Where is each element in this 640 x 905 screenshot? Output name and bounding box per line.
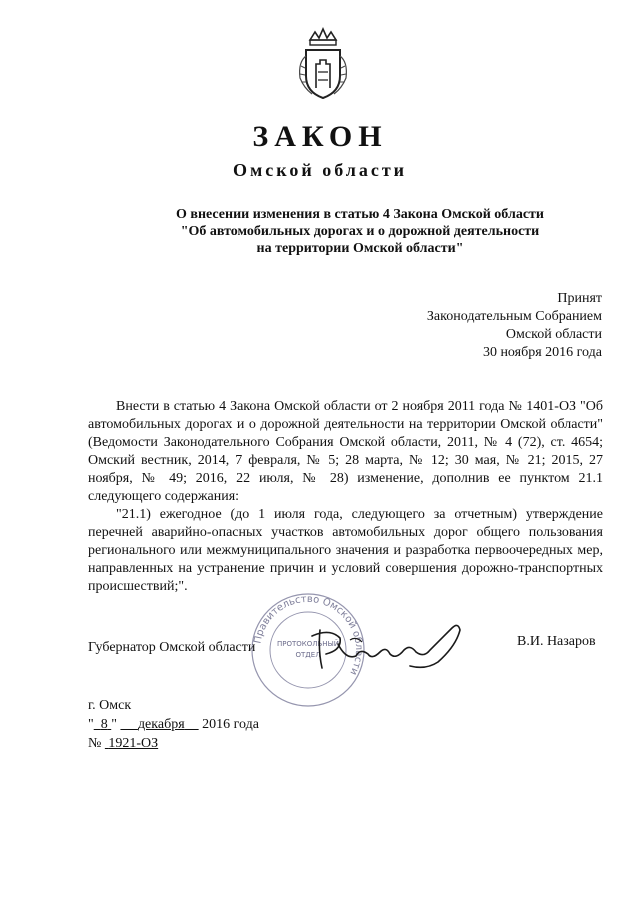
handwritten-signature-icon — [290, 610, 470, 680]
governor-name: В.И. Назаров — [517, 634, 596, 649]
svg-text:ПРОТОКОЛЬНЫЙ: ПРОТОКОЛЬНЫЙ — [276, 640, 340, 648]
document-subtitle: Омской области — [232, 160, 408, 180]
law-number — [88, 734, 259, 753]
omsk-coat-of-arms-icon — [296, 26, 350, 104]
svg-text:Правительство Омской области: Правительство Омской области — [252, 593, 365, 677]
document-footer — [88, 696, 259, 753]
law-heading-line: "Об автомобильных дорогах и о дорожной деятельности — [180, 224, 540, 239]
adoption-note — [427, 290, 602, 362]
document-title: ЗАКОН — [252, 120, 388, 153]
date-year: 2016 года — [202, 717, 259, 732]
law-number-value: 1921-ОЗ — [108, 736, 159, 751]
law-number-prefix: № — [88, 736, 102, 751]
adoption-line: Омской области — [505, 327, 602, 342]
place-of-signing: г. Омск — [88, 698, 132, 713]
date-day: 8 — [100, 717, 108, 732]
adoption-line: Законодательным Собранием — [426, 309, 602, 324]
body-paragraph: Внести в статью 4 Закона Омской области от 2 ноября 2011 года № 1401-ОЗ "Об автомобильных дорогах и о дорожной деятельности на территории Омской области" (Ведомости Законодательного Собрания Омской области, 2011, № 4 (72), ст. 4654; Омский вестник, 2014, 7 февраля, № 5; 28 марта, № 12; 30 мая, № 21; 2015, 27 ноября, № 49; 2016, 22 июля, № 28) изменение, дополнив ее пунктом 21.1 следующего содержания: — [88, 399, 603, 504]
adoption-line: Принят — [557, 291, 602, 306]
law-body — [88, 398, 603, 596]
law-heading-line: на территории Омской области" — [256, 241, 464, 256]
adoption-date: 30 ноября 2016 года — [482, 345, 602, 360]
date-quote-open: " — [88, 717, 94, 732]
date-month: декабря — [137, 717, 185, 732]
law-heading-line: О внесении изменения в статью 4 Закона Омской области — [176, 207, 544, 222]
amendment-text: "21.1) ежегодное (до 1 июля года, следующего за отчетным) утверждение перечней аварийно-опасных участков автомобильных дорог общего пользования регионального или межмуниципального значения и разработка первоочередных мер, направленных на устранение причин и условий совершения дорожно-транспортных происшествий;". — [88, 507, 603, 594]
svg-text:ОТДЕЛ: ОТДЕЛ — [295, 651, 321, 659]
law-heading — [150, 206, 570, 257]
signing-date — [88, 715, 259, 734]
date-quote-close: " — [111, 717, 117, 732]
governor-title: Губернатор Омской области — [88, 640, 256, 655]
